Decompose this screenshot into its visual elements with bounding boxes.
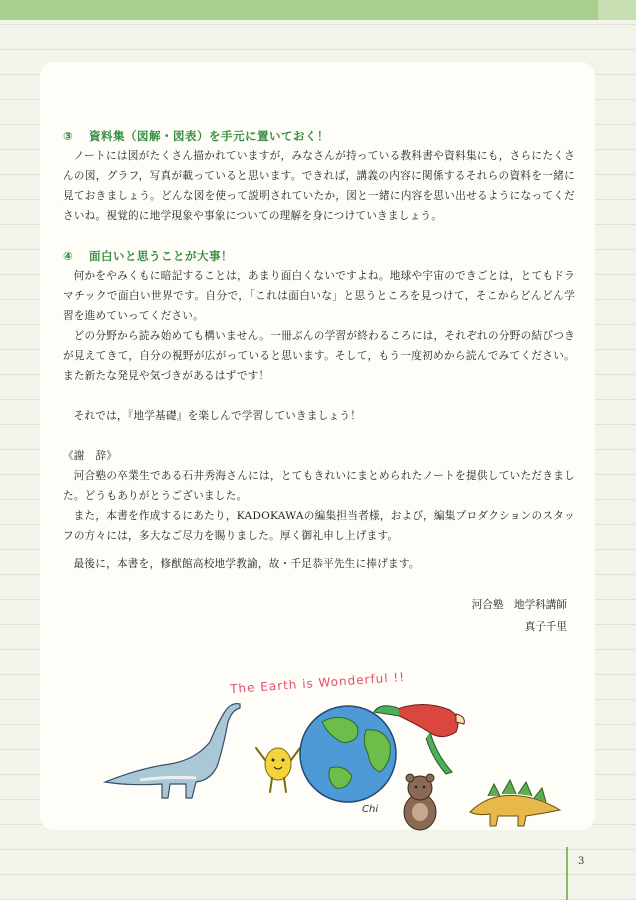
acknowledgments-heading: 《謝 辞》 (63, 450, 118, 462)
section-4-heading (63, 246, 575, 266)
closing-sentence: それでは，『地学基礎』を楽しんで学習していきましょう！ (73, 410, 362, 422)
illustration-signature: Chi (362, 804, 379, 815)
section-3-number: ③ (63, 129, 74, 143)
author-name: 真子千里 (524, 621, 567, 633)
top-band-edge (598, 0, 636, 20)
section-3-paragraph: ノートには図がたくさん描かれていますが，みなさんが持っている教科書や資料集にも，さらにたくさんの図，グラフ，写真が載っていると思います。できれば，講義の内容に関係するそれらの資料を一緒に見ておきましょう。どんな図を使って説明されていたか，図と一緒に内容を思い出せるようになってくださいね。視覚的に地学現象や事象についての理解を身につけていきましょう。 (63, 150, 575, 222)
text-column (63, 126, 575, 638)
section-3-heading (63, 126, 575, 146)
dinosaur-longneck-icon (105, 704, 240, 798)
parrot-icon (374, 704, 464, 774)
page-number: 3 (578, 856, 585, 867)
section-4-paragraph-2: どの分野から読み始めても構いません。一冊ぶんの学習が終わるころには，それぞれの分野の結びつきが見えてきて，自分の視野が広がっていると思います。そして，もう一度初めから読んでみてください。また新たな発見や気づきがあるはずです！ (63, 330, 575, 382)
page-number-rule (566, 847, 568, 900)
section-3-title: 資料集（図解・図表）を手元に置いておく！ (89, 129, 329, 143)
author-affiliation: 河合塾 地学科講師 (471, 599, 567, 611)
section-4-title: 面白いと思うことが大事！ (89, 249, 233, 263)
section-4-paragraph-1: 何かをやみくもに暗記することは，あまり面白くないですよね。地球や宇宙のできごとは，とてもドラマチックで面白い世界です。自分で，「これは面白いな」と思うところを見つけて，そこからどんどん学習を進めていってください。 (63, 270, 575, 322)
illustration-greeting: The Earth is Wonderful !! (229, 669, 406, 697)
acknowledgments-paragraph-3: 最後に，本書を，修猷館高校地学教諭，故・千足恭平先生に捧げます。 (73, 558, 420, 570)
content-panel (40, 62, 595, 830)
section-4-number: ④ (63, 249, 74, 263)
animals-illustration (370, 692, 570, 832)
acknowledgments-paragraph-2: また，本書を作成するにあたり，KADOKAWAの編集担当者様，および，編集プロダクションのスタッフの方々には，多大なご尽力を賜りました。厚く御礼申し上げます。 (63, 510, 575, 542)
top-color-band (0, 0, 636, 20)
acknowledgments-paragraph-1: 河合塾の卒業生である石井秀海さんには，とてもきれいにまとめられたノートを提供していただきました。どうもありがとうございました。 (63, 470, 575, 502)
stegosaurus-icon (470, 780, 560, 826)
bear-icon (404, 774, 436, 830)
yellow-creature-icon (256, 748, 300, 792)
